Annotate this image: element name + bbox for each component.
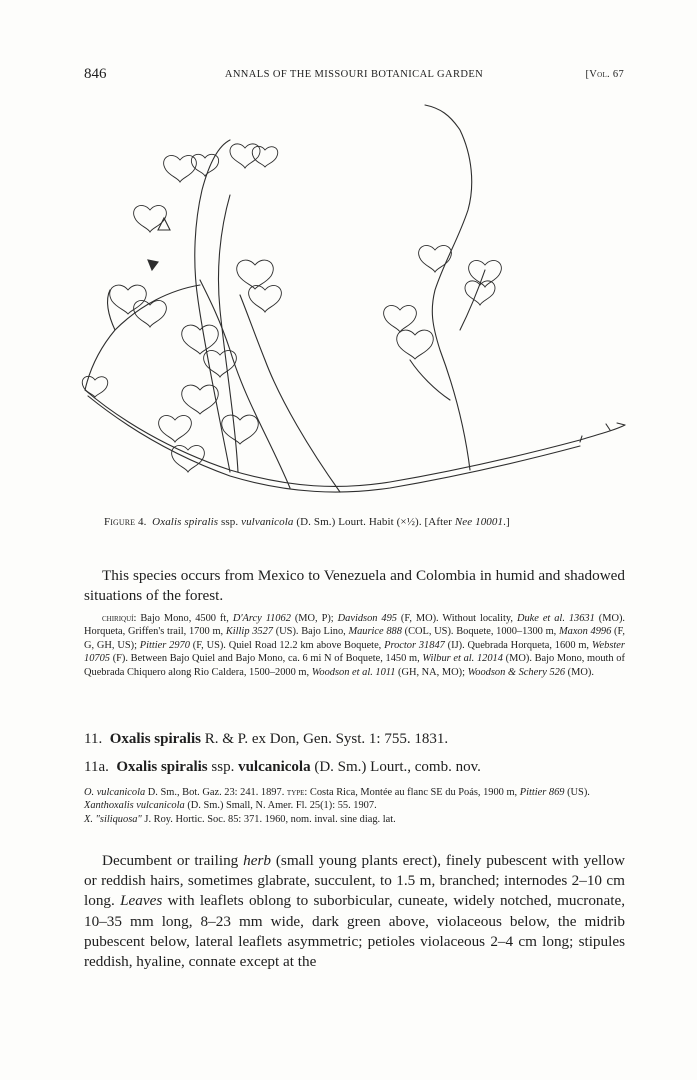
caption-infra: vulvanicola [241, 516, 294, 528]
caption-taxon: Oxalis spiralis [152, 516, 219, 528]
collector: Duke et al. 13631 [516, 613, 595, 624]
figure-caption [104, 516, 624, 528]
caption-ssp: ssp. [221, 516, 239, 528]
collector: Killip 3527 [225, 626, 273, 638]
collector: Woodson & Schery 526 [467, 666, 566, 678]
collector: Webster 10705 [84, 639, 625, 665]
subspecies-epithet: vulcanicola [238, 759, 311, 775]
subspecies-heading: 11a. Oxalis spiralis ssp. vulcanicola (D. Sm.) Lourt., comb. nov. [84, 759, 481, 775]
subspecies-name: Oxalis spiralis [116, 759, 208, 775]
organ-term: Leaves [120, 892, 163, 910]
collector: Wilbur et al. 12014 [422, 653, 503, 665]
synonym-entry: X. "siliquosa" J. Roy. Hortic. Soc. 85: 371. 1960, nom. inval. sine diag. lat. [84, 813, 396, 825]
caption-end: .] [503, 516, 510, 528]
species-name: Oxalis spiralis [109, 731, 201, 747]
running-head [84, 66, 624, 86]
caption-author: (D. Sm.) Lourt. Habit (×½). [After [296, 516, 452, 528]
collector: D'Arcy 11062 [232, 613, 291, 624]
caption-label: Figure 4. [104, 516, 147, 528]
synonymy-list [84, 786, 625, 826]
collector: Davidson 495 [337, 613, 397, 624]
species-heading: 11. Oxalis spiralis R. & P. ex Don, Gen. Syst. 1: 755. 1831. [84, 731, 449, 747]
collector: Pittier 2970 [139, 639, 190, 651]
organ-term: herb [243, 852, 271, 869]
distribution-paragraph: This species occurs from Mexico to Venezuela and Colombia in humid and shadowed situations of the forest. [84, 567, 625, 604]
collector: Maurice 888 [348, 626, 402, 638]
botanical-illustration [80, 100, 630, 510]
collector: Proctor 31847 [384, 639, 445, 651]
volume-label: [Vol. 67 [585, 69, 624, 80]
collector: Maxon 4996 [558, 626, 612, 638]
region-label: chiriquí: [102, 613, 137, 624]
specimens-paragraph: chiriquí: Bajo Mono, 4500 ft, D'Arcy 11062 (MO, P); Davidson 495 (F, MO). Without locality, Duke et al. 13631 (MO). Horqueta, Griffen's trail, 1700 m, Killip 3527 (US). Bajo Lino, Maurice 888 (COL, US). Boquete, 1000–1300 m, Maxon 4996 (F, G, GH, US); Pittier 2970 (F, US). Quiel Road 12.2 km above Boquete, Proctor 31847 (IJ). Quebrada Horqueta, 1600 m, Webster 10705 (F). Between Bajo Quiel and Bajo Mono, ca. 6 mi N of Boquete, 1450 m, Wilbur et al. 12014 (MO). Bajo Mono, mouth of Quebrada Chiquero along Rio Caldera, 1500–2000 m, Woodson et al. 1011 (GH, NA, MO); Woodson & Schery 526 (MO). [84, 613, 626, 678]
synonym-entry: Xanthoxalis vulcanicola (D. Sm.) Small, N. Amer. Fl. 25(1): 55. 1907. [84, 800, 377, 812]
journal-title: ANNALS OF THE MISSOURI BOTANICAL GARDEN [224, 69, 484, 80]
collector: Woodson et al. 1011 [311, 666, 396, 678]
page-number: 846 [84, 66, 107, 82]
caption-voucher: Nee 10001 [454, 516, 504, 528]
synonym-entry: O. vulcanicola D. Sm., Bot. Gaz. 23: 241. 1897. type: Costa Rica, Montée au flanc SE du Poás, 1900 m, Pittier 869 (US). [84, 787, 590, 798]
description-paragraph: Decumbent or trailing herb (small young plants erect), finely pubescent with yellow or reddish hairs, sometimes glabrate, succulent, to 1.5 m, branched; internodes 2–10 cm long. Leaves with leaflets oblong to suborbicular, cuneate, widely notched, mucronate, 10–35 mm long, 8–23 mm wide, dark green above, violaceous below, the midrib pubescent below, lateral leaflets asymmetric; petioles violaceous 2–4 cm long; stipules reddish, hyaline, connate except at the [84, 852, 625, 971]
